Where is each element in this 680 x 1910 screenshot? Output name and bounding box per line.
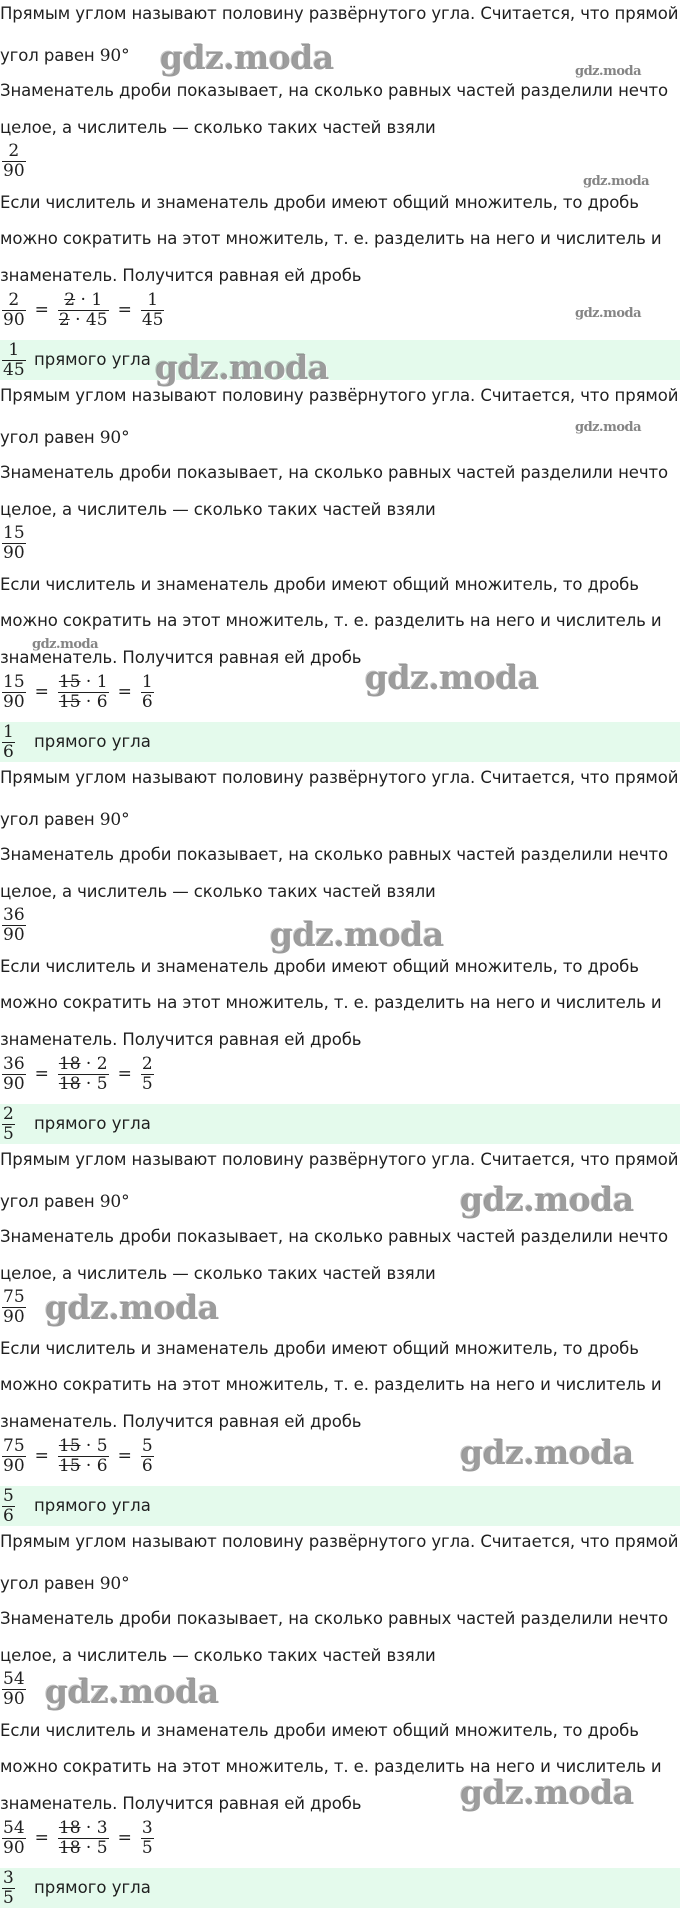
definition-line-2 [0, 427, 130, 449]
equals-sign: = [34, 1828, 49, 1848]
equals-sign: = [34, 682, 49, 702]
lhs-fraction [2, 1819, 26, 1858]
denominator [58, 692, 109, 712]
lhs-fraction [2, 1437, 26, 1476]
angle-value: 90° [99, 810, 130, 830]
reduce-line-2: можно сократить на этот множитель, т. е. разделить на него и числитель и [0, 229, 662, 248]
numerator: 15 [3, 672, 25, 692]
denominator: 45 [3, 360, 25, 380]
equals-sign: = [34, 1064, 49, 1084]
watermark-logo: gdz.moda [365, 658, 539, 697]
answer-row [0, 340, 680, 380]
remaining-factor: · 5 [80, 1436, 108, 1456]
reduce-line-1: Если числитель и знаменатель дроби имеют общий множитель, то дробь [0, 193, 639, 212]
fraction [2, 524, 26, 563]
remaining-factor: · 45 [69, 310, 108, 330]
fraction [2, 142, 26, 181]
definition-line-1: Прямым углом называют половину развёрнутого угла. Считается, что прямой [0, 4, 679, 23]
answer-text: прямого угла [34, 732, 151, 751]
watermark-logo: gdz.moda [32, 637, 99, 652]
denominator-line-1: Знаменатель дроби показывает, на сколько равных частей разделили нечто [0, 1609, 668, 1628]
reduction-equation [0, 1819, 156, 1858]
solution-block [0, 382, 680, 764]
denominator: 5 [141, 1074, 153, 1094]
equals-sign: = [34, 1446, 49, 1466]
cancelled-factor: 18 [58, 1818, 81, 1838]
fraction [2, 1288, 26, 1327]
denominator-line-2: целое, а числитель — сколько таких частей взяли [0, 882, 436, 901]
answer-text: прямого угла [34, 1114, 151, 1133]
definition-text: угол равен [0, 810, 100, 829]
numerator: 3 [141, 1818, 153, 1838]
cancelled-factor: 2 [58, 310, 70, 330]
definition-text: угол равен [0, 428, 100, 447]
result-fraction [141, 673, 154, 712]
denominator-line-2: целое, а числитель — сколько таких частей взяли [0, 1646, 436, 1665]
reduction-equation [0, 673, 156, 712]
denominator: 90 [3, 692, 25, 712]
definition-line-1: Прямым углом называют половину развёрнутого угла. Считается, что прямой [0, 386, 679, 405]
definition-line-1: Прямым углом называют половину развёрнутого угла. Считается, что прямой [0, 1150, 679, 1169]
watermark-logo: gdz.moda [160, 38, 334, 77]
answer-row [0, 1868, 680, 1908]
reduce-line-2: можно сократить на этот множитель, т. е. разделить на него и числитель и [0, 1375, 662, 1394]
definition-text: угол равен [0, 1192, 100, 1211]
remaining-factor: · 6 [80, 1456, 108, 1476]
watermark-logo: gdz.moda [460, 1773, 634, 1812]
denominator-line-2: целое, а числитель — сколько таких частей взяли [0, 500, 436, 519]
denominator: 90 [3, 1838, 25, 1858]
numerator: 2 [8, 141, 20, 161]
numerator: 1 [3, 722, 14, 742]
cancelled-factor: 15 [58, 692, 81, 712]
denominator: 90 [3, 1074, 25, 1094]
reduce-line-2: можно сократить на этот множитель, т. е. разделить на него и числитель и [0, 993, 662, 1012]
denominator: 90 [3, 925, 25, 945]
numerator: 54 [3, 1669, 25, 1689]
definition-text: угол равен [0, 1574, 100, 1593]
result-fraction [141, 291, 165, 330]
numerator: 5 [3, 1486, 14, 1506]
numerator: 1 [8, 340, 20, 360]
denominator [58, 1456, 109, 1476]
result-fraction [141, 1819, 154, 1858]
numerator: 36 [3, 905, 25, 925]
denominator: 6 [141, 1456, 153, 1476]
answer-fraction [2, 1487, 15, 1526]
denominator: 90 [3, 543, 25, 563]
remaining-factor: · 3 [80, 1818, 108, 1838]
numerator [58, 1819, 109, 1838]
reduce-line-1: Если числитель и знаменатель дроби имеют общий множитель, то дробь [0, 1721, 639, 1740]
reduction-equation [0, 1055, 156, 1094]
reduce-line-1: Если числитель и знаменатель дроби имеют общий множитель, то дробь [0, 957, 639, 976]
cancelled-factor: 2 [64, 290, 76, 310]
definition-line-2 [0, 809, 130, 831]
equals-sign: = [117, 1064, 132, 1084]
lhs-fraction [2, 673, 26, 712]
factored-fraction [58, 291, 109, 330]
denominator [58, 1074, 109, 1094]
equals-sign: = [117, 682, 132, 702]
lhs-fraction [2, 291, 26, 330]
remaining-factor: · 5 [80, 1074, 108, 1094]
denominator: 90 [3, 1689, 25, 1709]
watermark-logo: gdz.moda [45, 1288, 219, 1327]
equals-sign: = [117, 1828, 132, 1848]
numerator: 3 [3, 1868, 14, 1888]
cancelled-factor: 18 [58, 1054, 81, 1074]
angle-value: 90° [99, 428, 130, 448]
definition-line-2 [0, 1191, 130, 1213]
denominator [58, 1838, 109, 1858]
reduce-line-3: знаменатель. Получится равная ей дробь [0, 1030, 362, 1049]
numerator: 2 [8, 290, 20, 310]
watermark-logo: gdz.moda [575, 64, 642, 79]
denominator: 6 [141, 692, 153, 712]
reduce-line-2: можно сократить на этот множитель, т. е. разделить на него и числитель и [0, 611, 662, 630]
equals-sign: = [117, 300, 132, 320]
equals-sign: = [117, 1446, 132, 1466]
answer-fraction [2, 1105, 15, 1144]
definition-line-2 [0, 1573, 130, 1595]
definition-line-1: Прямым углом называют половину развёрнутого угла. Считается, что прямой [0, 1532, 679, 1551]
watermark-logo: gdz.moda [270, 915, 444, 954]
remaining-factor: · 2 [80, 1054, 108, 1074]
answer-fraction [2, 723, 15, 762]
denominator-line-1: Знаменатель дроби показывает, на сколько равных частей разделили нечто [0, 463, 668, 482]
numerator: 5 [141, 1436, 153, 1456]
result-fraction [141, 1055, 154, 1094]
watermark-logo: gdz.moda [155, 348, 329, 387]
reduce-line-3: знаменатель. Получится равная ей дробь [0, 648, 362, 667]
reduce-line-3: знаменатель. Получится равная ей дробь [0, 1794, 362, 1813]
solution-block [0, 764, 680, 1146]
answer-text: прямого угла [34, 350, 151, 369]
numerator [58, 1055, 109, 1074]
watermark-logo: gdz.moda [575, 420, 642, 435]
numerator: 2 [141, 1054, 153, 1074]
equals-sign: = [34, 300, 49, 320]
cancelled-factor: 15 [58, 672, 81, 692]
numerator: 2 [3, 1104, 14, 1124]
reduction-equation [0, 291, 166, 330]
definition-text: угол равен [0, 46, 100, 65]
denominator-line-1: Знаменатель дроби показывает, на сколько равных частей разделили нечто [0, 1227, 668, 1246]
reduce-line-1: Если числитель и знаменатель дроби имеют общий множитель, то дробь [0, 575, 639, 594]
watermark-logo: gdz.moda [575, 306, 642, 321]
denominator-line-2: целое, а числитель — сколько таких частей взяли [0, 1264, 436, 1283]
denominator: 6 [3, 742, 14, 762]
lhs-fraction [2, 1055, 26, 1094]
definition-line-2 [0, 45, 130, 67]
watermark-logo: gdz.moda [45, 1672, 219, 1711]
numerator: 1 [141, 672, 153, 692]
result-fraction [141, 1437, 154, 1476]
angle-value: 90° [99, 1192, 130, 1212]
solution-block [0, 1528, 680, 1910]
cancelled-factor: 18 [58, 1074, 81, 1094]
denominator: 90 [3, 1456, 25, 1476]
cancelled-factor: 15 [58, 1456, 81, 1476]
reduce-line-1: Если числитель и знаменатель дроби имеют общий множитель, то дробь [0, 1339, 639, 1358]
numerator [63, 291, 103, 310]
remaining-factor: · 1 [75, 290, 103, 310]
denominator: 5 [3, 1888, 14, 1908]
factored-fraction [58, 1819, 109, 1858]
denominator-line-1: Знаменатель дроби показывает, на сколько равных частей разделили нечто [0, 81, 668, 100]
denominator: 5 [3, 1124, 14, 1144]
denominator: 5 [141, 1838, 153, 1858]
denominator: 6 [3, 1506, 14, 1526]
watermark-logo: gdz.moda [460, 1433, 634, 1472]
fraction [2, 906, 26, 945]
numerator: 75 [3, 1436, 25, 1456]
numerator [58, 673, 109, 692]
denominator: 45 [141, 310, 164, 330]
factored-fraction [58, 1055, 109, 1094]
answer-row [0, 722, 680, 762]
cancelled-factor: 15 [58, 1436, 81, 1456]
answer-row [0, 1104, 680, 1144]
reduce-line-2: можно сократить на этот множитель, т. е. разделить на него и числитель и [0, 1757, 662, 1776]
reduction-equation [0, 1437, 156, 1476]
remaining-factor: · 1 [80, 672, 108, 692]
answer-text: прямого угла [34, 1496, 151, 1515]
numerator [58, 1437, 109, 1456]
definition-line-1: Прямым углом называют половину развёрнутого угла. Считается, что прямой [0, 768, 679, 787]
answer-row [0, 1486, 680, 1526]
denominator-line-1: Знаменатель дроби показывает, на сколько равных частей разделили нечто [0, 845, 668, 864]
answer-text: прямого угла [34, 1878, 151, 1897]
numerator: 75 [3, 1287, 25, 1307]
fraction [2, 1670, 26, 1709]
solution-block [0, 0, 680, 382]
numerator: 54 [3, 1818, 25, 1838]
numerator: 15 [3, 523, 25, 543]
angle-value: 90° [99, 46, 130, 66]
cancelled-factor: 18 [58, 1838, 81, 1858]
watermark-logo: gdz.moda [460, 1180, 634, 1219]
watermark-logo: gdz.moda [583, 174, 650, 189]
denominator [58, 310, 109, 330]
denominator-line-2: целое, а числитель — сколько таких частей взяли [0, 118, 436, 137]
angle-value: 90° [99, 1574, 130, 1594]
factored-fraction [58, 673, 109, 712]
factored-fraction [58, 1437, 109, 1476]
remaining-factor: · 6 [80, 692, 108, 712]
reduce-line-3: знаменатель. Получится равная ей дробь [0, 1412, 362, 1431]
answer-fraction [2, 1869, 15, 1908]
numerator: 36 [3, 1054, 25, 1074]
answer-fraction [2, 341, 26, 380]
remaining-factor: · 5 [80, 1838, 108, 1858]
denominator: 90 [3, 1307, 25, 1327]
denominator: 90 [3, 310, 25, 330]
numerator: 1 [147, 290, 159, 310]
reduce-line-3: знаменатель. Получится равная ей дробь [0, 266, 362, 285]
denominator: 90 [3, 161, 25, 181]
